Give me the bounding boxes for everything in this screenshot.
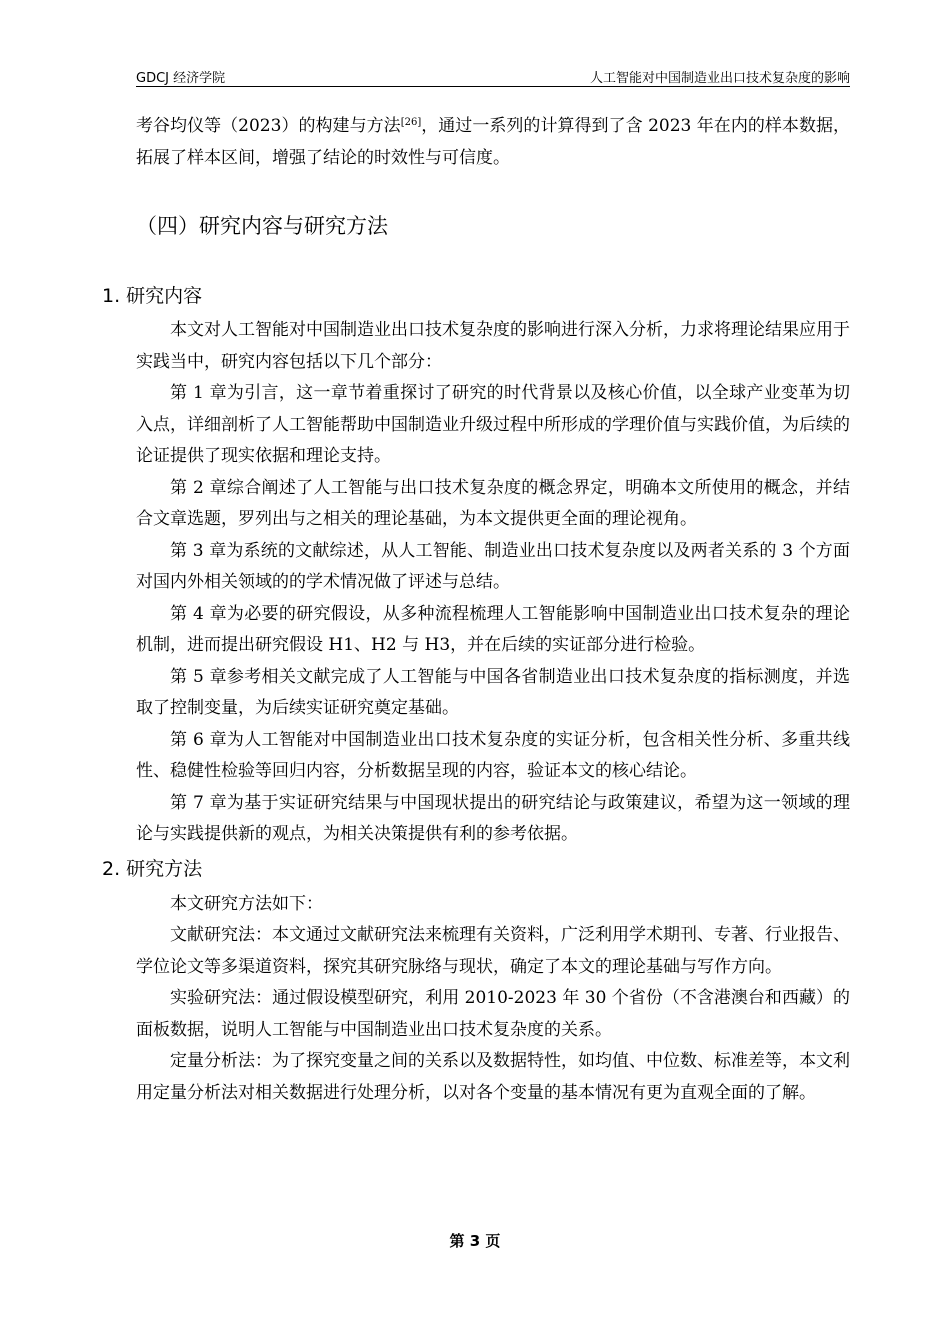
content-paragraph: 第 7 章为基于实证研究结果与中国现状提出的研究结论与政策建议，希望为这一领域的理论与实践提供新的观点，为相关决策提供有利的参考依据。 [136, 792, 850, 844]
header-institution: GDCJ 经济学院 [136, 71, 226, 86]
methods-paragraph: 文献研究法：本文通过文献研究法来梳理有关资料，广泛利用学术期刊、专著、行业报告、学位论文等多渠道资料，探究其研究脉络与现状，确定了本文的理论基础与写作方向。 [136, 925, 850, 977]
intro-text-1: 考谷均仪等（2023）的构建与方法 [136, 116, 401, 136]
page-header [136, 64, 850, 87]
page-number: 第 3 页 [449, 1232, 501, 1250]
subsection-heading-methods: 2. 研究方法 [102, 857, 203, 880]
content-paragraph: 第 1 章为引言，这一章节着重探讨了研究的时代背景以及核心价值，以全球产业变革为切入点，详细剖析了人工智能帮助中国制造业升级过程中所形成的学理价值与实践价值，为后续的论证提供了现实依据和理论支持。 [136, 383, 850, 466]
methods-paragraph: 实验研究法：通过假设模型研究，利用 2010-2023 年 30 个省份（不含港澳台和西藏）的面板数据，说明人工智能与中国制造业出口技术复杂度的关系。 [136, 988, 850, 1040]
intro-paragraph [136, 111, 850, 174]
content-paragraph: 第 4 章为必要的研究假设，从多种流程梳理人工智能影响中国制造业出口技术复杂的理论机制，进而提出研究假设 H1、H2 与 H3，并在后续的实证部分进行检验。 [136, 603, 850, 655]
citation-superscript: [26] [400, 117, 422, 128]
content-paragraph: 本文对人工智能对中国制造业出口技术复杂度的影响进行深入分析，力求将理论结果应用于实践当中，研究内容包括以下几个部分： [136, 320, 850, 372]
subsection-heading-content: 1. 研究内容 [102, 285, 203, 307]
intro-text-2: ，通过一系列的计算得到了含 2023 年在内的样本数据，拓展了样本区间，增强了结论的时效性与可信度。 [136, 116, 850, 168]
content-paragraph: 第 6 章为人工智能对中国制造业出口技术复杂度的实证分析，包含相关性分析、多重共线性、稳健性检验等回归内容，分析数据呈现的内容，验证本文的核心结论。 [136, 729, 850, 781]
section-heading: （四）研究内容与研究方法 [136, 214, 388, 238]
content-paragraph: 第 5 章参考相关文献完成了人工智能与中国各省制造业出口技术复杂度的指标测度，并选取了控制变量，为后续实证研究奠定基础。 [136, 666, 850, 718]
page-body [102, 111, 850, 1109]
content-paragraph: 第 3 章为系统的文献综述，从人工智能、制造业出口技术复杂度以及两者关系的 3 个方面对国内外相关领域的的学术情况做了评述与总结。 [136, 540, 850, 592]
methods-paragraph: 本文研究方法如下： [170, 893, 323, 914]
content-paragraph: 第 2 章综合阐述了人工智能与出口技术复杂度的概念界定，明确本文所使用的概念，并结合文章选题，罗列出与之相关的理论基础，为本文提供更全面的理论视角。 [136, 477, 850, 529]
header-title: 人工智能对中国制造业出口技术复杂度的影响 [589, 71, 850, 86]
methods-paragraph: 定量分析法：为了探究变量之间的关系以及数据特性，如均值、中位数、标准差等，本文利用定量分析法对相关数据进行处理分析，以对各个变量的基本情况有更为直观全面的了解。 [136, 1051, 850, 1103]
